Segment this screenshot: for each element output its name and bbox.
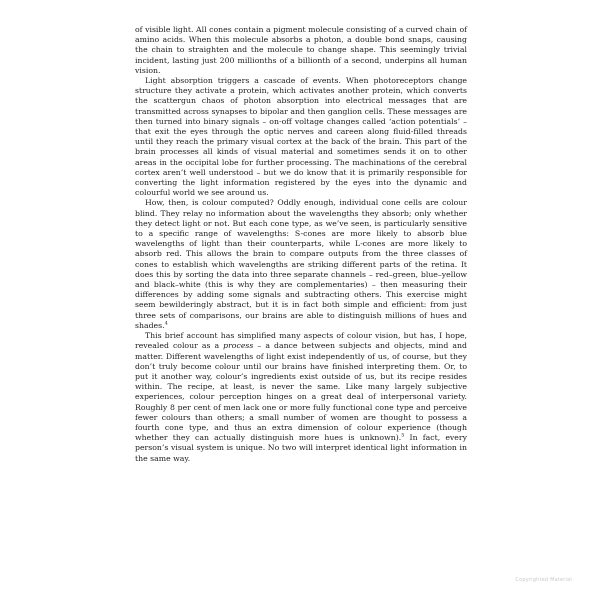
paragraph-3 (135, 198, 467, 331)
page-body (135, 25, 467, 464)
paragraph-text: – a dance between subjects and objects, mind and matter. Different wavelengths of light exist independently of us, of course, but they don’t truly become colour until our brains have finished interpreting them. Or, to put it another way, colour’s ingredients exist outside of us, but its recipe resides within. The recipe, at least, is never the same. Like many largely subjective experiences, colour perception hinges on a great deal of interpersonal variety. Roughly 8 per cent of men lack one or more fully functional cone type and perceive fewer colours than others; a small number of women are thought to possess a fourth cone type, and thus an extra dimension of colour experience (though whether they can actually distinguish more hues is unknown). (135, 341, 467, 443)
paragraph-text: of visible light. All cones contain a pigment molecule consisting of a curved chain of amino acids. When this molecule absorbs a photon, a double bond snaps, causing the chain to straighten and the molecule to change shape. This seemingly trivial incident, lasting just 200 millionths of a billionth of a second, underpins all human vision. (135, 25, 467, 75)
footnote-marker: 4 (164, 320, 168, 327)
emphasis-text: process (223, 341, 254, 351)
paragraph-2 (135, 76, 467, 198)
paragraph-text: How, then, is colour computed? Oddly enough, individual cone cells are colour blind. They relay no information about the wavelengths they absorb; only whether they detect light or not. But each cone type, as we’ve seen, is particularly sensitive to a specific range of wavelengths: S-cones are more likely to absorb blue wavelengths of light than their counterparts, while L-cones are more likely to absorb red. This allows the brain to compare outputs from the three classes of cones to establish which wavelengths are striking different parts of the retina. It does this by sorting the data into three separate channels – red–green, blue–yellow and black–white (this is why they are complementaries) – then measuring their differences by adding some signals and subtracting others. This exercise might seem bewilderingly abstract, but it is in fact both simple and efficient: from just three sets of comparisons, our brains are able to distinguish millions of hues and shades. (135, 198, 467, 330)
copyright-watermark: Copyrighted Material (515, 577, 572, 583)
paragraph-text: Light absorption triggers a cascade of events. When photoreceptors change structure they activate a protein, which activates another protein, which converts the scattergun chaos of photon absorption into electrical messages that are transmitted across synapses to bipolar and then ganglion cells. These messages are then turned into binary signals – on-off voltage changes called ‘action potentials’ – that exit the eyes through the optic nerves and careen along fluid-filled threads until they reach the primary visual cortex at the back of the brain. This part of the brain processes all kinds of visual material and sometimes sends it on to other areas in the occipital lobe for further processing. The machinations of the cerebral cortex aren’t well understood – but we do know that it is primarily responsible for converting the light information registered by the eyes into the dynamic and colourful world we see around us. (135, 76, 467, 198)
footnote-marker: 5 (401, 432, 405, 439)
paragraph-text: This brief account has simplified many aspects of colour vision, but has, I hope, revealed colour as a (135, 331, 467, 351)
paragraph-text: In fact, every person’s visual system is unique. No two will interpret identical light information in the same way. (135, 433, 467, 463)
paragraph-1 (135, 25, 467, 76)
paragraph-4 (135, 331, 467, 464)
